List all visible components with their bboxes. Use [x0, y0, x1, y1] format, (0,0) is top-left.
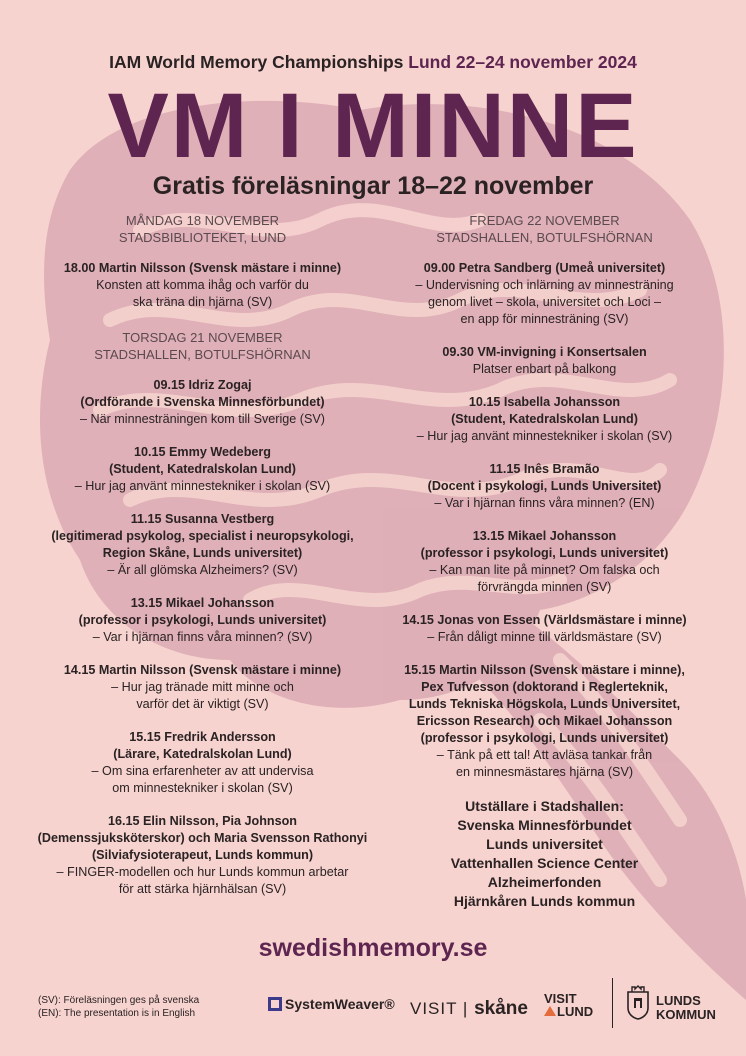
event-description-line: genom livet – skola, universitet och Loci – — [427, 295, 662, 309]
right-column — [372, 212, 717, 911]
event-item — [372, 344, 717, 378]
event-speaker-line: (professor i psykologi, Lunds universitet) — [420, 731, 669, 745]
note-sv: (SV): Föreläsningen ges på svenska — [38, 995, 200, 1006]
event-speaker-line: 15.15 Fredrik Andersson — [129, 730, 276, 744]
event-description-line: – Var i hjärnan finns våra minnen? (EN) — [434, 496, 655, 510]
event-speaker-line: 11.15 Inês Bramão — [489, 462, 600, 476]
visit-lund-icon — [544, 1006, 556, 1016]
event-description-line: – Kan man lite på minnet? Om falska och — [429, 563, 660, 577]
event-speaker-line: 13.15 Mikael Johansson — [472, 529, 617, 543]
monday-events — [30, 260, 375, 311]
day-heading-friday: FREDAG 22 NOVEMBER STADSHALLEN, BOTULFSHÖRNAN — [436, 213, 653, 245]
logo-divider — [612, 978, 613, 1028]
event-line — [0, 52, 746, 73]
visit-skane-logo: VISIT | skåne — [410, 998, 528, 1019]
exhibitor-item: Vattenhallen Science Center — [450, 855, 639, 871]
event-speaker-line: Region Skåne, Lunds universitet) — [102, 546, 303, 560]
event-speaker-line: 10.15 Isabella Johansson — [468, 395, 621, 409]
page-title: VM I MINNE — [107, 75, 639, 177]
exhibitor-item: Alzheimerfonden — [487, 874, 602, 890]
event-item — [30, 511, 375, 579]
event-speaker-line: Lunds Tekniska Högskola, Lunds Universitet, — [408, 697, 681, 711]
event-speaker-line: (Student, Katedralskolan Lund) — [451, 412, 638, 426]
event-item — [372, 662, 717, 781]
event-item — [30, 729, 375, 797]
event-speaker-line: (Silviafysioterapeut, Lunds kommun) — [91, 848, 314, 862]
exhibitor-item: Lunds universitet — [486, 836, 603, 852]
event-description-line: Platser enbart på balkong — [472, 362, 617, 376]
event-speaker-line: (Docent i psykologi, Lunds Universitet) — [427, 479, 662, 493]
exhibitors-heading: Utställare i Stadshallen: — [465, 798, 624, 814]
note-en: (EN): The presentation is in English — [38, 1008, 196, 1019]
sponsor-logos: SystemWeaver® VISIT | skåne VISIT LUND LUNDS KOMMUN — [262, 978, 722, 1030]
exhibitor-item: Svenska Minnesförbundet — [457, 817, 632, 833]
event-speaker-line: 16.15 Elin Nilsson, Pia Johnson — [108, 814, 297, 828]
event-speaker-line: 11.15 Susanna Vestberg — [130, 512, 275, 526]
event-place-date: Lund 22–24 november 2024 — [408, 52, 637, 72]
left-column — [30, 212, 375, 914]
event-item — [372, 528, 717, 596]
event-speaker-line: (Lärare, Katedralskolan Lund) — [113, 747, 292, 761]
event-speaker-line: (Student, Katedralskolan Lund) — [109, 462, 296, 476]
event-item — [30, 813, 375, 898]
event-description-line: – Tänk på ett tal! Att avläsa tankar från — [436, 748, 653, 762]
event-name: IAM World Memory Championships — [109, 52, 404, 72]
event-description-line: – Om sina erfarenheter av att undervisa — [91, 764, 314, 778]
friday-events — [372, 260, 717, 781]
visit-lund-logo: VISIT LUND — [544, 991, 594, 1019]
event-item — [30, 444, 375, 495]
event-item — [372, 461, 717, 512]
event-description-line: – Hur jag tränade mitt minne och — [111, 680, 294, 694]
event-description-line: en app för minnesträning (SV) — [460, 312, 629, 326]
event-speaker-line: Ericsson Research) och Mikael Johansson — [416, 714, 673, 728]
event-speaker-line: Pex Tufvesson (doktorand i Reglerteknik, — [421, 680, 668, 694]
event-description-line: – Är all glömska Alzheimers? (SV) — [107, 563, 298, 577]
event-speaker-line: (professor i psykologi, Lunds universitet) — [420, 546, 669, 560]
page-subtitle: Gratis föreläsningar 18–22 november — [152, 172, 594, 200]
event-item — [30, 377, 375, 428]
event-item — [372, 260, 717, 328]
event-item — [372, 612, 717, 646]
event-speaker-line: (legitimerad psykolog, specialist i neuropsykologi, — [51, 529, 354, 543]
lunds-kommun-crest-icon — [626, 984, 650, 1020]
exhibitors — [372, 797, 717, 911]
systemweaver-icon — [268, 997, 282, 1011]
event-description-line: varför det är viktigt (SV) — [136, 697, 269, 711]
event-speaker-line: (Demenssjuksköterskor) och Maria Svensson Rathonyi — [37, 831, 368, 845]
event-description-line: – Hur jag använt minnestekniker i skolan (SV) — [74, 479, 331, 493]
event-description-line: förvrängda minnen (SV) — [477, 580, 612, 594]
language-notes — [38, 994, 199, 1020]
website-link[interactable]: swedishmemory.se — [258, 934, 488, 962]
systemweaver-logo: SystemWeaver® — [268, 996, 395, 1012]
exhibitor-item: Hjärnkåren Lunds kommun — [453, 893, 636, 909]
event-speaker-line: 10.15 Emmy Wedeberg — [134, 445, 271, 459]
event-speaker-line: 15.15 Martin Nilsson (Svensk mästare i minne), — [404, 663, 685, 677]
event-description-line: – Hur jag använt minnestekniker i skolan (SV) — [416, 429, 673, 443]
event-speaker-line: (professor i psykologi, Lunds universitet) — [78, 613, 327, 627]
day-heading-thursday: TORSDAG 21 NOVEMBER STADSHALLEN, BOTULFSHÖRNAN — [94, 330, 311, 362]
event-speaker-line: 09.00 Petra Sandberg (Umeå universitet) — [423, 261, 666, 275]
event-description-line: – När minnesträningen kom till Sverige (SV) — [80, 412, 325, 426]
event-description-line: – Undervisning och inlärning av minnesträning — [415, 278, 674, 292]
event-speaker-line: 13.15 Mikael Johansson — [130, 596, 275, 610]
day-heading-monday: MÅNDAG 18 NOVEMBER STADSBIBLIOTEKET, LUND — [118, 213, 287, 245]
event-description-line: en minnesmästares hjärna (SV) — [455, 765, 634, 779]
event-description-line: – Var i hjärnan finns våra minnen? (SV) — [92, 630, 313, 644]
event-item — [30, 662, 375, 713]
thursday-events — [30, 377, 375, 898]
event-speaker-line: 09.15 Idriz Zogaj — [153, 378, 252, 392]
event-description-line: om minnestekniker i skolan (SV) — [112, 781, 293, 795]
event-speaker-line: 14.15 Jonas von Essen (Världsmästare i minne) — [402, 613, 687, 627]
event-item — [30, 260, 375, 311]
event-speaker-line: 18.00 Martin Nilsson (Svensk mästare i minne) — [63, 261, 342, 275]
event-description-line: – FINGER-modellen och hur Lunds kommun arbetar — [56, 865, 349, 879]
event-speaker-line: 14.15 Martin Nilsson (Svensk mästare i minne) — [63, 663, 342, 677]
event-description-line: ska träna din hjärna (SV) — [132, 295, 273, 309]
exhibitors-list — [372, 816, 717, 911]
event-speaker-line: 09.30 VM-invigning i Konsertsalen — [442, 345, 647, 359]
event-description-line: – Från dåligt minne till världsmästare (SV) — [427, 630, 662, 644]
event-description-line: Konsten att komma ihåg och varför du — [96, 278, 309, 292]
event-item — [30, 595, 375, 646]
event-item — [372, 394, 717, 445]
event-speaker-line: (Ordförande i Svenska Minnesförbundet) — [80, 395, 325, 409]
event-description-line: för att stärka hjärnhälsan (SV) — [118, 882, 287, 896]
